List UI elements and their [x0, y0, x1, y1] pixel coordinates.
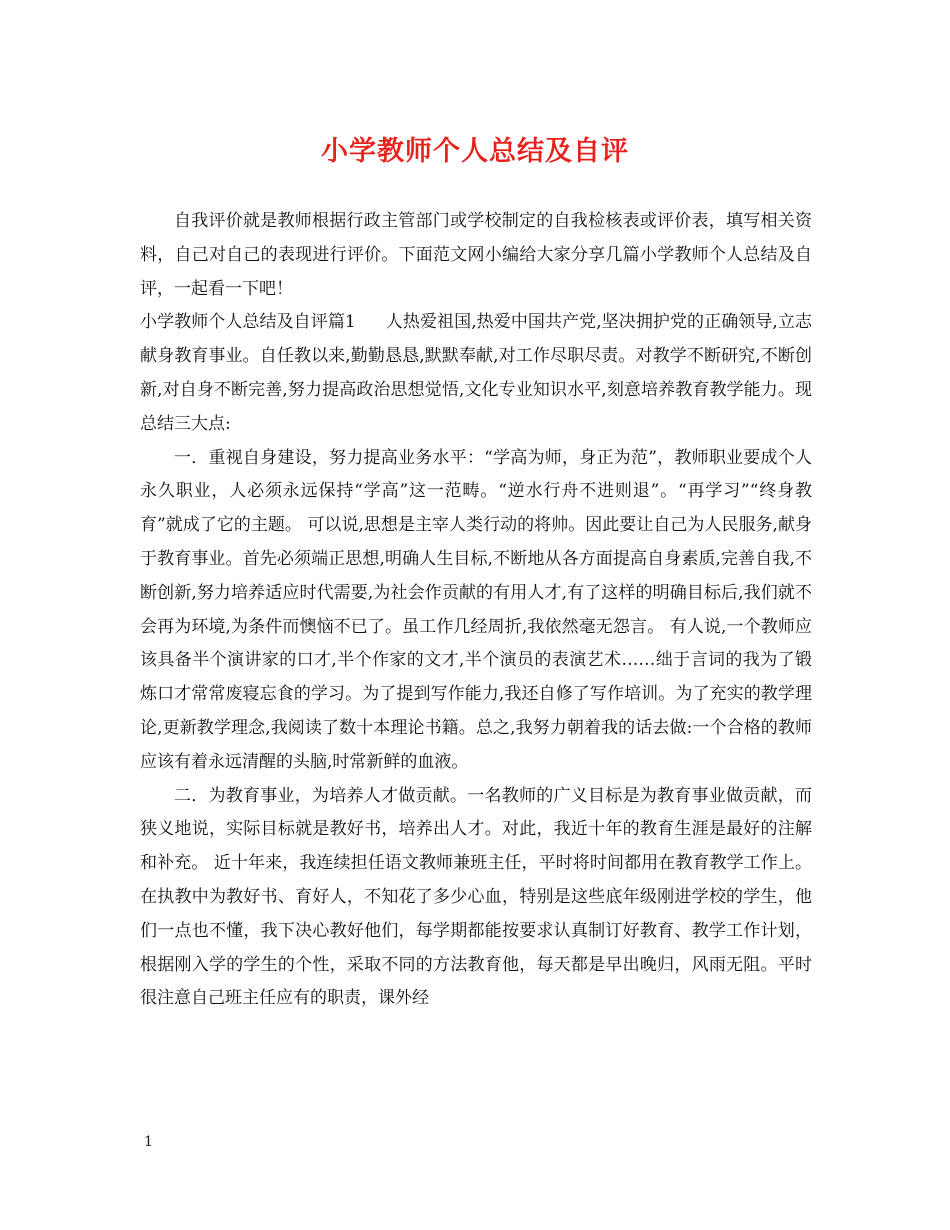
- intro-paragraph: 自我评价就是教师根据行政主管部门或学校制定的自我检核表或评价表，填写相关资料，自己对自己的表现进行评价。下面范文网小编给大家分享几篇小学教师个人总结及自评，一起看一下吧！: [140, 211, 812, 299]
- point-two-paragraph: 二．为教育事业，为培养人才做贡献。一名教师的广义目标是为教育事业做贡献，而狭义地说，实际目标就是教好书，培养出人才。对此，我近十年的教育生涯是最好的注解和补充。 近十年来，我连续担任语文教师兼班主任，平时将时间都用在教育教学工作上。在执教中为教好书、育好人，不知花了多少心血，特别是这些底年级刚进学校的学生，他们一点也不懂，我下决心教好他们，每学期都能按要求认真制订好教育、教学工作计划，根据刚入学的学生的个性，采取不同的方法教育他，每天都是早出晚归，风雨无阻。平时很注意自己班主任应有的职责，课外经: [140, 785, 812, 1009]
- page-number: 1: [144, 1134, 153, 1150]
- page-title: 小学教师个人总结及自评: [321, 136, 629, 167]
- section-heading: 小学教师个人总结及自评篇1: [140, 312, 356, 333]
- section-body: 人热爱祖国,热爱中国共产党,坚决拥护党的正确领导,立志献身教育事业。自任教以来,勤勤恳恳,默默奉献,对工作尽职尽责。对教学不断研究,不断创新,对自身不断完善,努力提高政治思想觉悟,文化专业知识水平,刻意培养教育教学能力。现总结三大点:: [140, 312, 812, 434]
- section-paragraph: [140, 306, 812, 441]
- document-body: [140, 205, 812, 1016]
- point-one-paragraph: 一．重视自身建设，努力提高业务水平：“学高为师，身正为范”，教师职业要成个人永久职业，人必须永远保持“学高”这一范畴。“逆水行舟不进则退”。“再学习”“终身教育”就成了它的主题。 可以说,思想是主宰人类行动的将帅。因此要让自己为人民服务,献身于教育事业。首先必须端正思想,明确人生目标,不断地从各方面提高自身素质,完善自我,不断创新,努力培养适应时代需要,为社会作贡献的有用人才,有了这样的明确目标后,我们就不会再为环境,为条件而懊恼不已了。虽工作几经周折,我依然毫无怨言。 有人说,一个教师应该具备半个演讲家的口才,半个作家的文才,半个演员的表演艺术……绌于言词的我为了锻炼口才常常废寝忘食的学习。为了提到写作能力,我还自修了写作培训。为了充实的教学理论,更新教学理念,我阅读了数十本理论书籍。总之,我努力朝着我的话去做:一个合格的教师应该有着永远清醒的头脑,时常新鲜的血液。: [140, 447, 812, 772]
